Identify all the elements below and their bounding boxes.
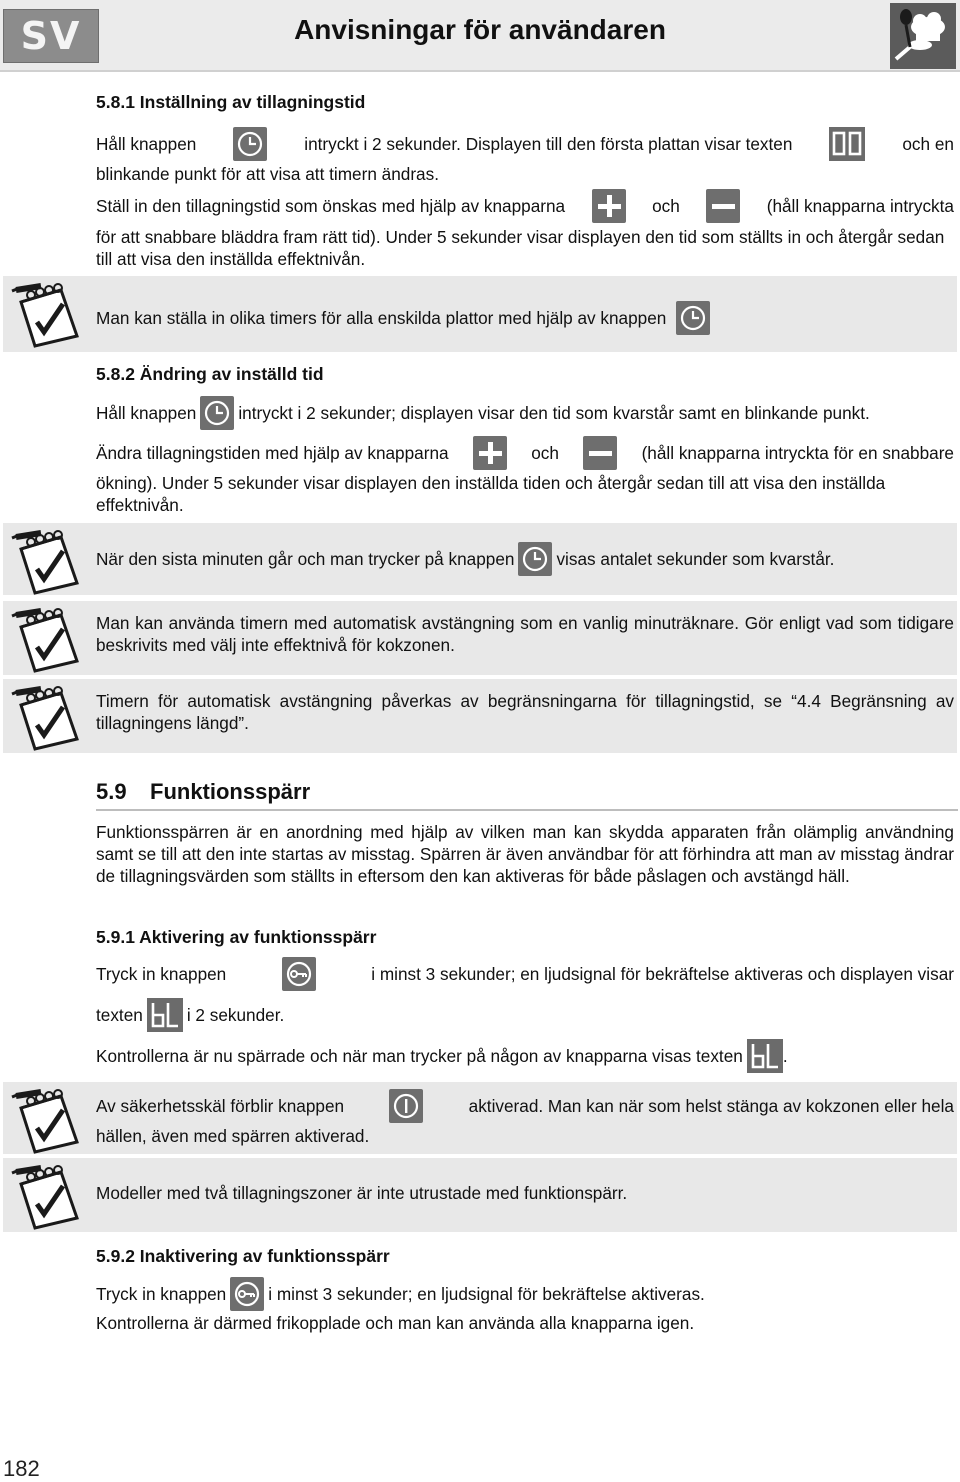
text: i 2 sekunder. (186, 1005, 285, 1025)
notepad-check-icon (11, 529, 83, 595)
paragraph (96, 1277, 954, 1311)
text: och en (902, 134, 954, 154)
note-box (3, 523, 957, 595)
language-code: SV (20, 14, 82, 58)
page-title: Anvisningar för användaren (294, 14, 666, 45)
paragraph (96, 821, 954, 887)
section-heading: 5.9.1 Aktivering av funktionsspärr (96, 927, 377, 947)
page-header (0, 0, 960, 72)
section-5-9 (96, 779, 954, 805)
display-00-icon (829, 127, 865, 161)
paragraph (96, 189, 954, 223)
clock-icon (676, 301, 710, 335)
notepad-check-icon (11, 685, 83, 751)
text: Kontrollerna är därmed frikopplade och man kan använda alla knapparna igen. (96, 1313, 695, 1333)
note-text: Timern för automatisk avstängning påverkas av begränsningarna för tillagningstid, se “4.4 Begränsning av tillagningens längd”. (96, 691, 954, 733)
note-box (3, 1082, 957, 1154)
page-number: 182 (3, 1456, 40, 1481)
key-icon (230, 1277, 264, 1311)
power-icon (389, 1089, 423, 1123)
note-box (3, 1158, 957, 1232)
section-5-9-1 (96, 927, 954, 948)
clock-icon (518, 542, 552, 576)
text: (håll knapparna intryckta (766, 196, 954, 216)
text: Håll knappen (96, 134, 197, 154)
paragraph (96, 226, 954, 270)
section-heading: Funktionsspärr (150, 779, 311, 804)
section-5-8-2 (96, 364, 954, 385)
text: och (531, 443, 559, 463)
chef-hat-icon (890, 3, 956, 69)
note-text: När den sista minuten går och man trycker på knappen (96, 549, 515, 569)
notepad-check-icon (11, 282, 83, 348)
paragraph (96, 396, 954, 430)
note-text: Modeller med två tillagningszoner är inte utrustade med funktionspärr. (96, 1183, 628, 1203)
notepad-check-icon (11, 1164, 83, 1230)
paragraph (96, 998, 954, 1032)
text: (håll knapparna intryckta för en snabbare (641, 443, 954, 463)
section-heading: 5.8.1 Inställning av tillagningstid (96, 92, 366, 112)
paragraph (96, 163, 954, 185)
text: Kontrollerna är nu spärrade och när man trycker på någon av knapparna visas texten (96, 1046, 743, 1066)
text: för att snabbare bläddra fram rätt tid). Under 5 sekunder visar displayen den tid som ställts in och återgår sedan till att visa den inställda effektnivån. (96, 227, 945, 269)
text: blinkande punkt för att visa att timern ändras. (96, 164, 439, 184)
clock-icon (233, 127, 267, 161)
notepad-check-icon (11, 607, 83, 673)
divider (96, 809, 958, 811)
text: Funktionsspärren är en anordning med hjälp av vilken man kan skydda apparaten från olämplig användning samt se till att den inte startas av misstag. Spärren är även användbar för att förhindra att man av misstag ändrar de tillagningsvärden som ställts in eftersom den kan aktiveras för både påslagen och avstängd häll. (96, 822, 954, 886)
text: texten (96, 1005, 143, 1025)
text: Ställ in den tillagningstid som önskas med hjälp av knapparna (96, 196, 566, 216)
text: . (782, 1046, 788, 1066)
section-heading: 5.8.2 Ändring av inställd tid (96, 364, 324, 384)
text: i minst 3 sekunder; en ljudsignal för bekräftelse aktiveras. (268, 1284, 705, 1304)
note-box (3, 679, 957, 753)
text: ökning). Under 5 sekunder visar displayen den inställda tiden och återgår sedan till att visa den inställda effektnivån. (96, 473, 886, 515)
paragraph (96, 472, 954, 516)
key-icon (282, 957, 316, 991)
note-text: aktiverad. Man kan när som helst stänga av kokzonen eller hela (468, 1096, 954, 1116)
plus-icon (592, 189, 626, 223)
section-number: 5.9 (96, 779, 127, 804)
display-bl-icon (147, 998, 183, 1032)
note-text: Av säkerhetsskäl förblir knappen (96, 1096, 345, 1116)
paragraph (96, 957, 954, 991)
paragraph (96, 1312, 954, 1334)
note-box (3, 601, 957, 675)
paragraph (96, 1039, 954, 1073)
paragraph (96, 127, 954, 161)
note-text: Man kan ställa in olika timers för alla enskilda plattor med hjälp av knappen (96, 308, 667, 328)
note-text: hällen, även med spärren aktiverad. (96, 1126, 370, 1146)
paragraph (96, 436, 954, 470)
text: intryckt i 2 sekunder; displayen visar den tid som kvarstår samt en blinkande punkt. (238, 403, 870, 423)
clock-icon (200, 396, 234, 430)
section-5-9-2 (96, 1246, 954, 1267)
section-heading: 5.9.2 Inaktivering av funktionsspärr (96, 1246, 390, 1266)
text: intryckt i 2 sekunder. Displayen till den första plattan visar texten (304, 134, 793, 154)
notepad-check-icon (11, 1088, 83, 1154)
minus-icon (583, 436, 617, 470)
minus-icon (706, 189, 740, 223)
text: Tryck in knappen (96, 964, 227, 984)
section-5-8-1 (96, 92, 954, 113)
display-bl-icon (747, 1039, 783, 1073)
text: i minst 3 sekunder; en ljudsignal för bekräftelse aktiveras och displayen visar (371, 964, 954, 984)
note-box (3, 276, 957, 352)
plus-icon (473, 436, 507, 470)
text: Ändra tillagningstiden med hjälp av knapparna (96, 443, 449, 463)
text: Håll knappen (96, 403, 197, 423)
text: och (652, 196, 680, 216)
note-text: Man kan använda timern med automatisk avstängning som en vanlig minuträknare. Gör enligt vad som tidigare beskrivits med välj inte effektnivå för kokzonen. (96, 613, 954, 655)
text: Tryck in knappen (96, 1284, 227, 1304)
note-text: visas antalet sekunder som kvarstår. (556, 549, 835, 569)
